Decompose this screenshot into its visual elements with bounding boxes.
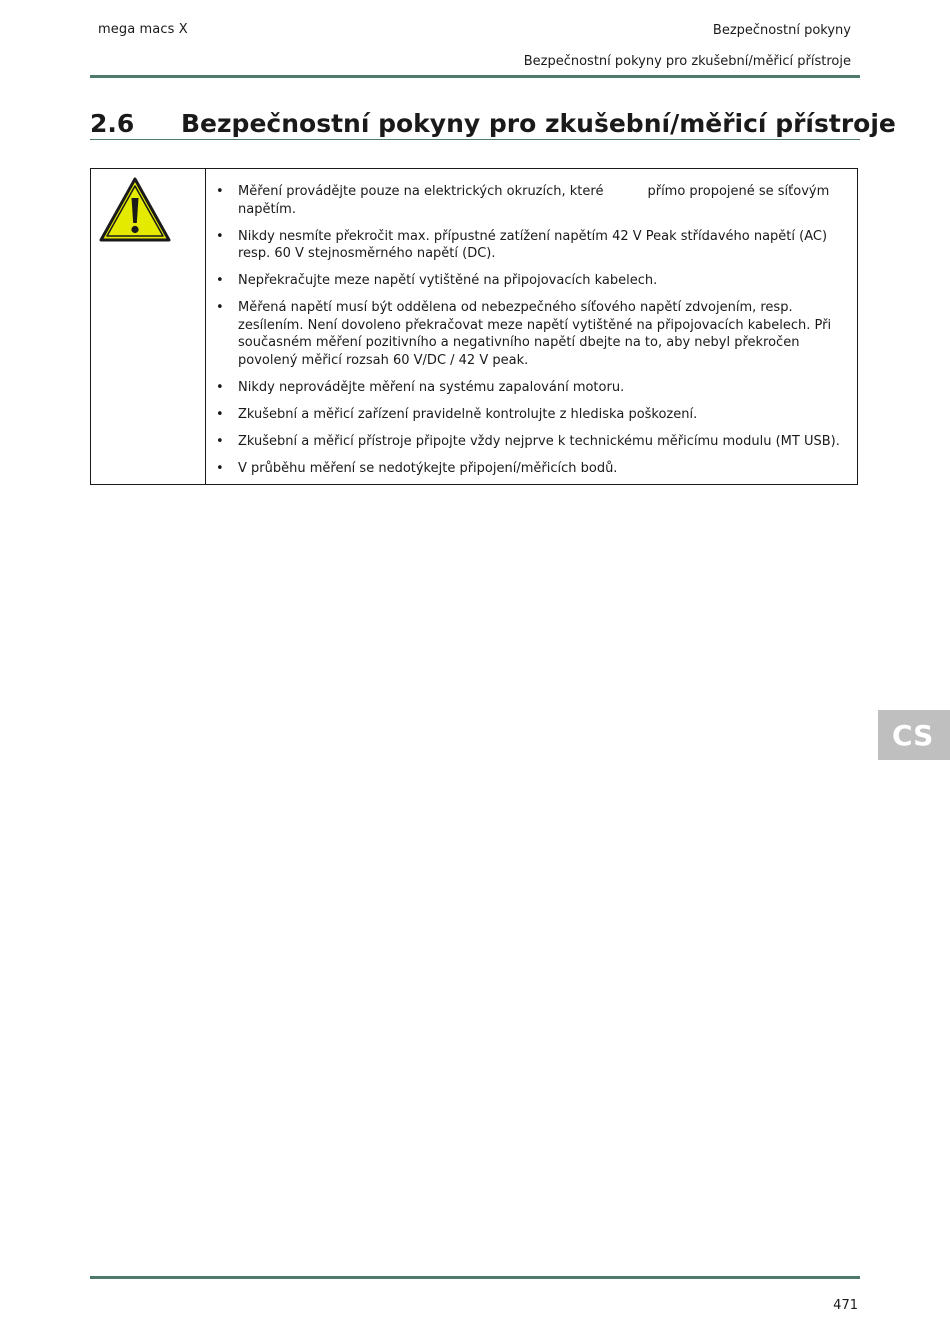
safety-instructions-list	[207, 183, 847, 487]
list-item: • Nikdy nesmíte překročit max. přípustné zatížení napětím 42 V Peak střídavého napětí (AC) resp. 60 V stejnosměrného napětí (DC).	[207, 228, 847, 263]
safety-warning-box	[90, 168, 858, 485]
language-tab-label: CS	[892, 719, 934, 752]
list-item: • V průběhu měření se nedotýkejte připojení/měřicích bodů.	[207, 460, 847, 478]
warning-icon-cell	[91, 169, 206, 484]
list-item: • Zkušební a měřicí přístroje připojte vždy nejprve k technickému měřicímu modulu (MT USB).	[207, 433, 847, 451]
header-chapter: Bezpečnostní pokyny	[712, 23, 851, 38]
header-product-name: mega macs X	[98, 22, 188, 37]
list-item: • Nepřekračujte meze napětí vytištěné na připojovacích kabelech.	[207, 272, 847, 290]
warning-triangle-icon	[98, 176, 172, 244]
page-number: 471	[833, 1298, 858, 1313]
section-number: 2.6	[90, 109, 135, 138]
list-item: • Nikdy neprovádějte měření na systému zapalování motoru.	[207, 379, 847, 397]
footer-rule	[90, 1276, 860, 1279]
list-item: • Měřená napětí musí být oddělena od nebezpečného síťového napětí zdvojením, resp. zesílením. Není dovoleno překračovat meze napětí vytištěné na připojovacích kabelech. Při současném měření pozitivního a negativního napětí dbejte na to, aby nebyl překročen povolený měřicí rozsah 60 V/DC / 42 V peak.	[207, 299, 847, 369]
header-rule	[90, 75, 860, 78]
title-rule	[90, 139, 860, 140]
list-item: • Zkušební a měřicí zařízení pravidelně kontrolujte z hlediska poškození.	[207, 406, 847, 424]
header-section: Bezpečnostní pokyny pro zkušební/měřicí přístroje	[523, 54, 851, 69]
list-item-text-part-2: přímo propojené se síťovým napětím.	[238, 184, 830, 217]
language-tab	[878, 710, 950, 760]
list-item-text-part-1: Měření provádějte pouze na elektrických okruzích, které	[238, 184, 604, 199]
list-item	[207, 183, 847, 218]
section-title: Bezpečnostní pokyny pro zkušební/měřicí přístroje	[181, 109, 896, 138]
